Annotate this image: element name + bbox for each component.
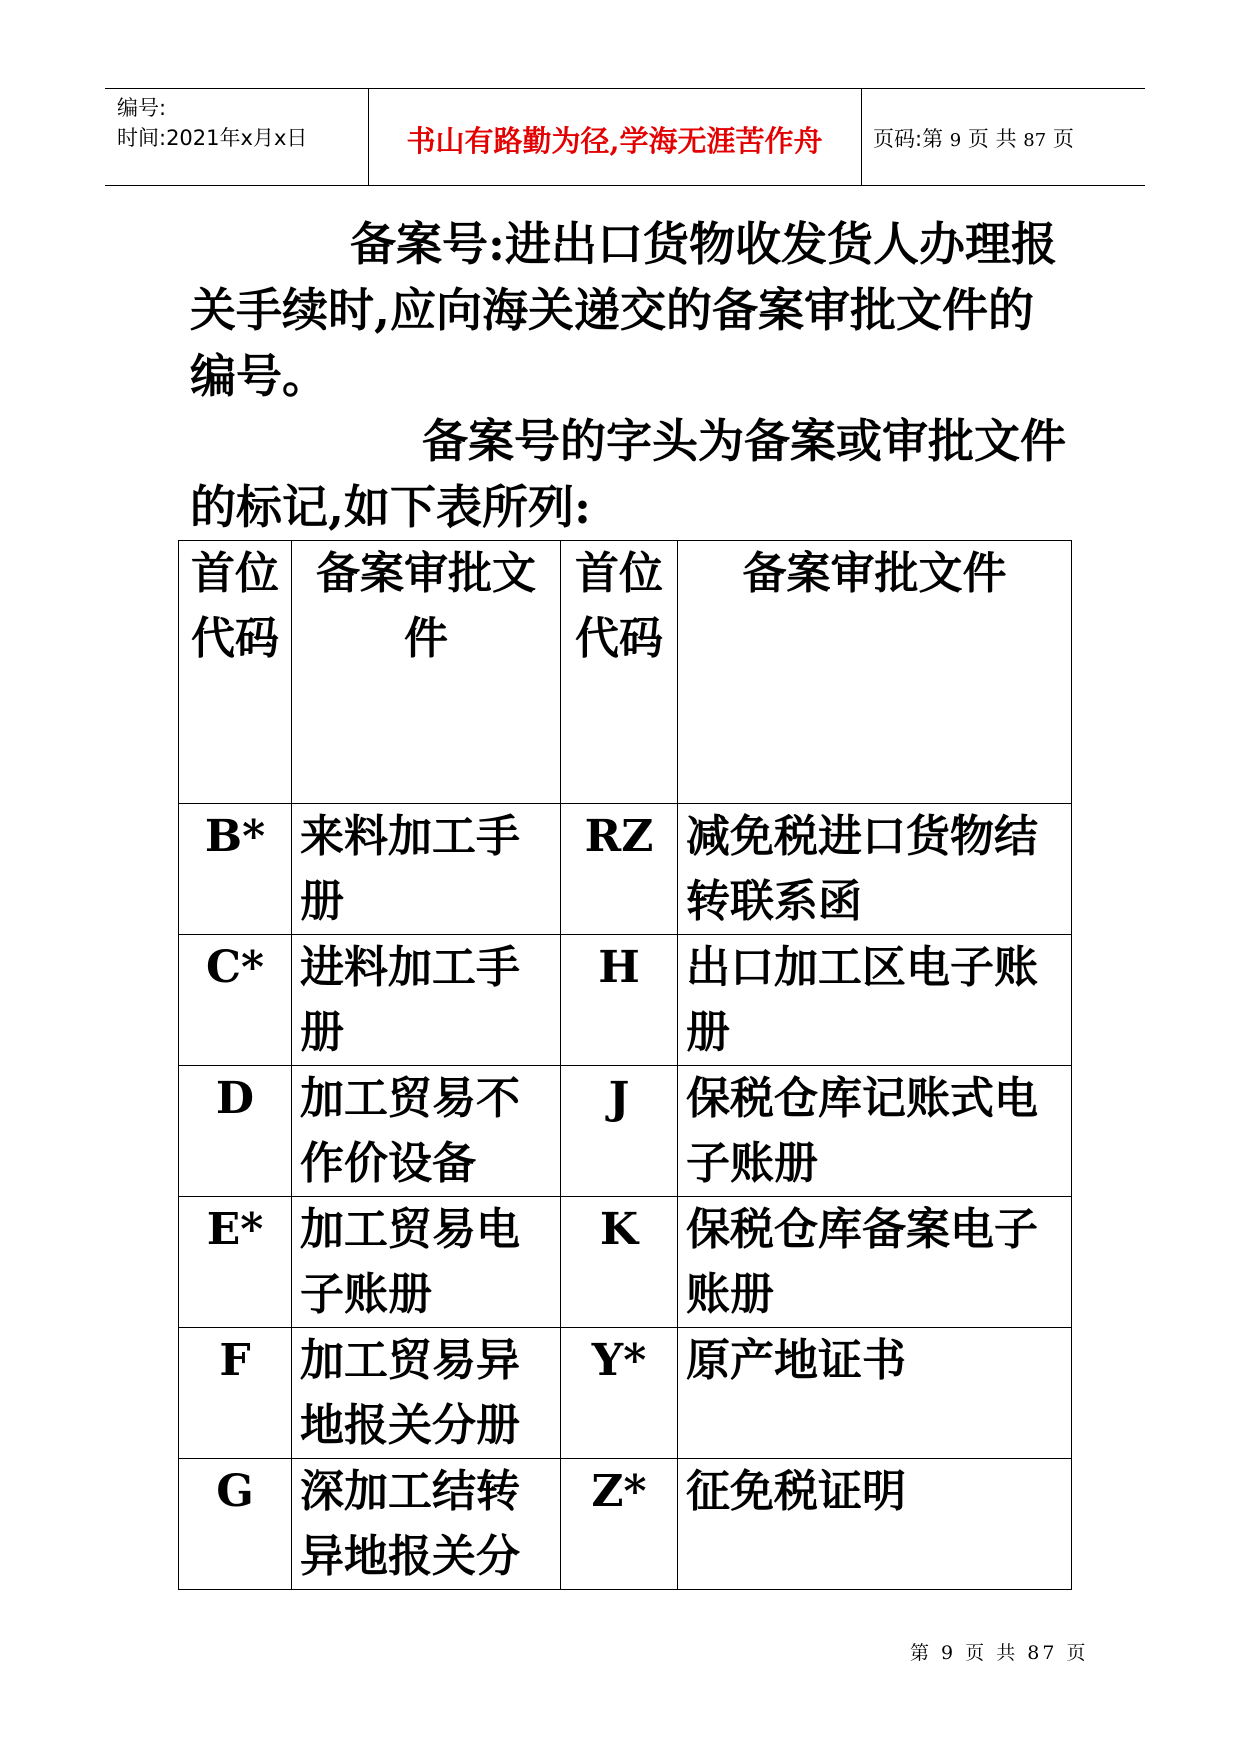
header-divider xyxy=(861,89,862,185)
document-cell: 出口加工区电子账册 xyxy=(678,935,1072,1066)
table-row xyxy=(179,1066,1072,1197)
table-row xyxy=(179,1328,1072,1459)
paragraph-definition-text: 备案号:进出口货物收发货人办理报关手续时,应向海关递交的备案审批文件的编号。 xyxy=(190,217,1057,403)
table-header-cell: 备案审批文件 xyxy=(292,541,561,804)
document-cell: 征免税证明 xyxy=(678,1459,1072,1590)
paragraph-definition xyxy=(190,211,1070,409)
page-total: 87 xyxy=(1023,130,1047,151)
page-prefix: 页码:第 xyxy=(873,127,944,151)
paragraph-intro-text: 备案号的字头为备案或审批文件的标记,如下表所列: xyxy=(190,414,1066,534)
table-header-cell: 首位代码 xyxy=(179,541,292,804)
header-page-info xyxy=(873,123,1074,153)
document-cell: 保税仓库记账式电子账册 xyxy=(678,1066,1072,1197)
filing-code-table xyxy=(178,540,1072,1590)
header-number-label: 编号: xyxy=(117,96,167,120)
paragraph-intro xyxy=(190,408,1070,540)
code-cell: Y* xyxy=(561,1328,678,1459)
document-cell: 加工贸易电子账册 xyxy=(292,1197,561,1328)
header-motto: 书山有路勤为径,学海无涯苦作舟 xyxy=(406,124,823,158)
table-row xyxy=(179,1197,1072,1328)
table-row xyxy=(179,1459,1072,1590)
document-cell: 加工贸易异地报关分册 xyxy=(292,1328,561,1459)
document-cell: 加工贸易不作价设备 xyxy=(292,1066,561,1197)
document-cell: 深加工结转异地报关分 xyxy=(292,1459,561,1590)
header-meta xyxy=(117,93,307,153)
code-cell: B* xyxy=(179,804,292,935)
code-cell: G xyxy=(179,1459,292,1590)
code-cell: RZ xyxy=(561,804,678,935)
code-cell: C* xyxy=(179,935,292,1066)
document-cell: 来料加工手册 xyxy=(292,804,561,935)
document-cell: 进料加工手册 xyxy=(292,935,561,1066)
page-mid: 页 共 xyxy=(967,127,1017,151)
table-row xyxy=(179,804,1072,935)
code-cell: K xyxy=(561,1197,678,1328)
code-cell: J xyxy=(561,1066,678,1197)
page-header xyxy=(105,88,1145,186)
code-cell: Z* xyxy=(561,1459,678,1590)
code-cell: F xyxy=(179,1328,292,1459)
code-cell: H xyxy=(561,935,678,1066)
document-cell: 保税仓库备案电子账册 xyxy=(678,1197,1072,1328)
page-footer: 第 9 页 共 87 页 xyxy=(910,1642,1089,1664)
code-cell: E* xyxy=(179,1197,292,1328)
page-suffix: 页 xyxy=(1052,127,1074,151)
table-row xyxy=(179,935,1072,1066)
page-current: 9 xyxy=(949,130,962,151)
table-header-row xyxy=(179,541,1072,804)
table-header-cell: 首位代码 xyxy=(561,541,678,804)
code-cell: D xyxy=(179,1066,292,1197)
document-cell: 原产地证书 xyxy=(678,1328,1072,1459)
header-time-label: 时间:2021年x月x日 xyxy=(117,126,308,150)
table-header-cell: 备案审批文件 xyxy=(678,541,1072,804)
document-cell: 减免税进口货物结转联系函 xyxy=(678,804,1072,935)
